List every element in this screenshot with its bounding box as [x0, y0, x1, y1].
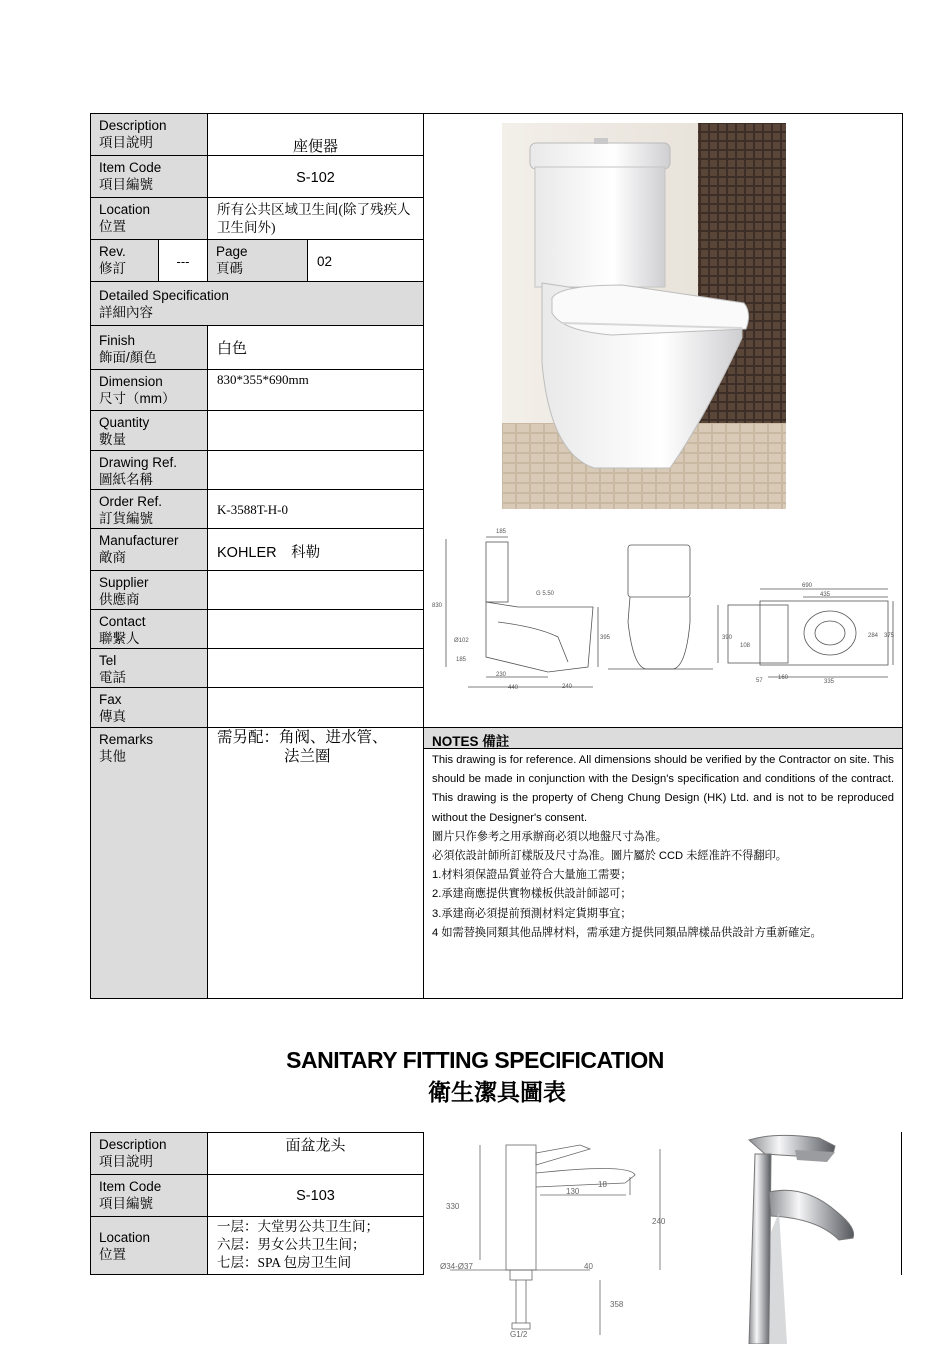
- svg-text:358: 358: [610, 1300, 624, 1309]
- svg-text:390: 390: [722, 635, 733, 641]
- faucet-drawing-svg: [430, 1135, 690, 1340]
- svg-text:240: 240: [562, 684, 573, 690]
- item-code-value-2: S-103: [207, 1174, 424, 1217]
- faucet-technical-drawing: [430, 1135, 690, 1340]
- item-code-value: S-102: [207, 155, 424, 198]
- toilet-photo-svg: [502, 123, 786, 509]
- notes-line-7: 4 如需替換同類其他品牌材料，需承建方提供同類品牌樣品供設計方重新確定。: [432, 926, 822, 939]
- svg-text:440: 440: [508, 685, 519, 691]
- dimension-label: Dimension 尺寸（mm）: [90, 369, 208, 411]
- page-title-en: SANITARY FITTING SPECIFICATION: [286, 1047, 664, 1073]
- page-label: Page 頁碼: [207, 239, 308, 282]
- svg-text:160: 160: [778, 675, 789, 681]
- svg-text:375: 375: [884, 633, 895, 639]
- finish-value: 白色: [207, 325, 424, 370]
- contact-value: [207, 609, 424, 649]
- supplier-value: [207, 570, 424, 610]
- svg-text:G 5.50: G 5.50: [536, 591, 555, 597]
- manufacturer-value: KOHLER 科勒: [207, 528, 424, 571]
- description-label-2: Description 項目說明: [90, 1132, 208, 1175]
- svg-text:230: 230: [496, 672, 507, 678]
- remarks-label: Remarks 其他: [90, 727, 208, 999]
- notes-line-3: 必須依設計師所訂樣版及尺寸為准。圖片屬於 CCD 未經准許不得翻印。: [432, 850, 787, 863]
- svg-text:240: 240: [652, 1217, 666, 1226]
- notes-body: [423, 748, 903, 999]
- faucet-photo-svg: [735, 1132, 875, 1344]
- notes-line-1: This drawing is for reference. All dimensions should be verified by the Contractor on site. This should be made in conjunction with the Design's specification and conditions of the contract. This drawing is the property of Cheng Chung Design (HK) Ltd. and is not to be reproduced without the Designer's consent.: [432, 754, 894, 824]
- order-ref-label: Order Ref. 訂貨編號: [90, 489, 208, 529]
- manufacturer-label: Manufacturer 敵商: [90, 528, 208, 571]
- supplier-label: Supplier 供應商: [90, 570, 208, 610]
- svg-text:40: 40: [584, 1262, 593, 1271]
- svg-text:185: 185: [456, 657, 467, 663]
- quantity-label: Quantity 數量: [90, 410, 208, 451]
- item-code-label: Item Code 項目編號: [90, 155, 208, 198]
- drawing-ref-label: Drawing Ref. 圖紙名稱: [90, 450, 208, 490]
- drawing-ref-value: [207, 450, 424, 490]
- svg-text:185: 185: [496, 529, 507, 535]
- rev-label: Rev. 修訂: [90, 239, 159, 282]
- remarks-line-2: 法兰圈: [284, 748, 331, 765]
- detailed-spec-heading: Detailed Specification 詳細內容: [90, 281, 424, 326]
- faucet-photo: [735, 1132, 875, 1344]
- svg-text:108: 108: [740, 643, 751, 649]
- svg-text:435: 435: [820, 592, 831, 598]
- svg-text:G1/2: G1/2: [510, 1330, 528, 1339]
- fax-value: [207, 687, 424, 728]
- location-value: 所有公共区域卫生间(除了残疾人卫生间外): [207, 197, 424, 240]
- finish-label: Finish 飾面/顏色: [90, 325, 208, 370]
- remarks-line-1: 需另配：角阀、进水管、: [217, 729, 388, 746]
- description-label: Description 項目說明: [90, 113, 208, 156]
- svg-text:Ø102: Ø102: [454, 638, 469, 644]
- notes-line-2: 圖片只作參考之用承辦商必須以地盤尺寸為准。: [432, 830, 667, 843]
- quantity-value: [207, 410, 424, 451]
- remarks-value: [207, 727, 424, 999]
- contact-label: Contact 聯繫人: [90, 609, 208, 649]
- location-2-line-2: 六层：男女公共卫生间；: [217, 1237, 366, 1252]
- notes-line-5: 2.承建商應提供實物樣板供設計師認可；: [432, 888, 632, 901]
- dimension-value: 830*355*690mm: [207, 369, 424, 411]
- image-panel-2-edge: [901, 1132, 902, 1275]
- rev-value: ---: [158, 239, 208, 282]
- tel-label: Tel 電話: [90, 648, 208, 688]
- description-value: 座便器: [207, 113, 424, 156]
- toilet-technical-drawing: [428, 527, 898, 697]
- svg-text:335: 335: [824, 679, 835, 685]
- svg-text:830: 830: [432, 603, 443, 609]
- item-code-label-2: Item Code 項目編號: [90, 1174, 208, 1217]
- svg-text:130: 130: [566, 1187, 580, 1196]
- location-label-2: Location 位置: [90, 1216, 208, 1275]
- tel-value: [207, 648, 424, 688]
- svg-text:330: 330: [446, 1202, 460, 1211]
- location-2-line-1: 一层：大堂男公共卫生间；: [217, 1219, 379, 1234]
- notes-line-6: 3.承建商必須提前預測材料定貨期事宜；: [432, 907, 632, 920]
- fax-label: Fax 傳真: [90, 687, 208, 728]
- toilet-drawing-svg: [428, 527, 898, 697]
- svg-text:690: 690: [802, 583, 813, 589]
- location-2-line-3: 七层：SPA 包房卫生间: [217, 1255, 352, 1270]
- svg-text:57: 57: [756, 678, 763, 684]
- location-label: Location 位置: [90, 197, 208, 240]
- notes-line-4: 1.材料須保證品質並符合大量施工需要；: [432, 869, 632, 882]
- page-title-zh: 衛生潔具圖表: [428, 1079, 566, 1105]
- location-value-2: [207, 1216, 424, 1275]
- svg-text:284: 284: [868, 633, 879, 639]
- svg-text:18: 18: [598, 1180, 607, 1189]
- notes-title: NOTES 備註: [423, 727, 903, 749]
- description-value-2: 面盆龙头: [207, 1132, 424, 1175]
- page-value: 02: [307, 239, 424, 282]
- svg-text:395: 395: [600, 635, 611, 641]
- order-ref-value: K-3588T-H-0: [207, 489, 424, 529]
- svg-text:Ø34-Ø37: Ø34-Ø37: [440, 1262, 473, 1271]
- toilet-photo: [502, 123, 786, 509]
